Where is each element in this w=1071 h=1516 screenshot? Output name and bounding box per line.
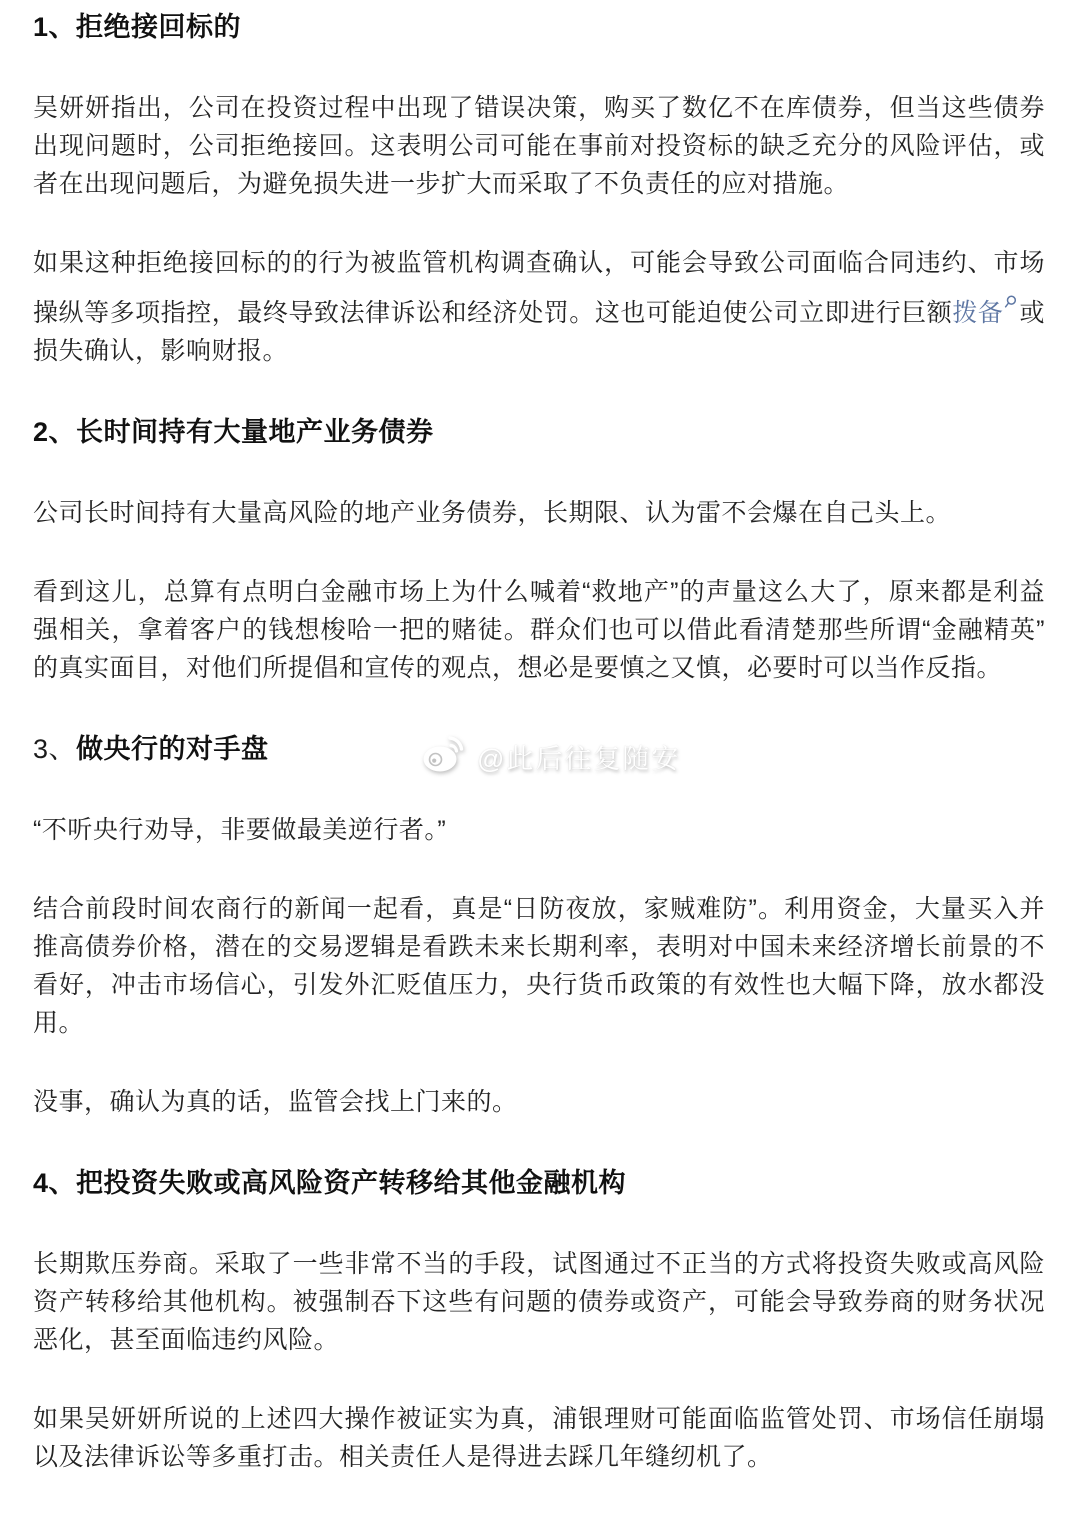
heading-number: 3、 <box>33 734 77 764</box>
heading-number: 1、 <box>33 12 77 42</box>
paragraph-text: 如果这种拒绝接回标的的行为被监管机构调查确认，可能会导致公司面临合同违约、市场操纵等多项指控，最终导致法律诉讼和经济处罚。这也可能迫使公司立即进行巨额 <box>33 249 1045 327</box>
heading-title: 长时间持有大量地产业务债券 <box>76 417 434 447</box>
glossary-term-label: 拨备 <box>952 299 1004 327</box>
section-4-heading <box>33 1162 1045 1204</box>
heading-title: 把投资失败或高风险资产转移给其他金融机构 <box>76 1168 627 1198</box>
section-2-heading <box>33 411 1045 453</box>
watermark-text: @此后往复随安 <box>477 744 681 774</box>
heading-title: 做央行的对手盘 <box>76 734 269 764</box>
search-icon <box>1004 282 1017 320</box>
section-1-heading <box>33 6 1045 48</box>
paragraph: 结合前段时间农商行的新闻一起看，真是“日防夜放，家贼难防”。利用资金，大量买入并推高债券价格，潜在的交易逻辑是看跌未来长期利率，表明对中国未来经济增长前景的不看好，冲击市场信心，引发外汇贬值压力，央行货币政策的有效性也大幅下降，放水都没用。 <box>33 895 1045 1037</box>
paragraph: “不听央行劝导，非要做最美逆行者。” <box>33 816 447 844</box>
heading-title: 拒绝接回标的 <box>76 12 242 42</box>
heading-number: 4、 <box>33 1168 77 1198</box>
paragraph-text: 或损失确认，影响财报。 <box>33 299 1045 365</box>
paragraph: 没事，确认为真的话，监管会找上门来的。 <box>33 1088 518 1116</box>
paragraph: 如果吴妍妍所说的上述四大操作被证实为真，浦银理财可能面临监管处罚、市场信任崩塌以及法律诉讼等多重打击。相关责任人是得进去踩几年缝纫机了。 <box>33 1405 1045 1471</box>
paragraph <box>33 244 1045 370</box>
heading-number: 2、 <box>33 417 77 447</box>
paragraph: 长期欺压券商。采取了一些非常不当的手段，试图通过不正当的方式将投资失败或高风险资产转移给其他机构。被强制吞下这些有问题的债券或资产，可能会导致券商的财务状况恶化，甚至面临违约风险。 <box>33 1250 1045 1354</box>
section-3-heading <box>33 728 1045 770</box>
glossary-term-link[interactable] <box>952 299 1019 327</box>
paragraph: 吴妍妍指出，公司在投资过程中出现了错误决策，购买了数亿不在库债券，但当这些债券出现问题时，公司拒绝接回。这表明公司可能在事前对投资标的缺乏充分的风险评估，或者在出现问题后，为避免损失进一步扩大而采取了不负责任的应对措施。 <box>33 94 1045 198</box>
paragraph: 看到这儿，总算有点明白金融市场上为什么喊着“救地产”的声量这么大了，原来都是利益强相关，拿着客户的钱想梭哈一把的赌徒。群众们也可以借此看清楚那些所谓“金融精英”的真实面目，对他们所提倡和宣传的观点，想必是要慎之又慎，必要时可以当作反指。 <box>33 578 1045 682</box>
paragraph: 公司长时间持有大量高风险的地产业务债券，长期限、认为雷不会爆在自己头上。 <box>33 499 952 527</box>
